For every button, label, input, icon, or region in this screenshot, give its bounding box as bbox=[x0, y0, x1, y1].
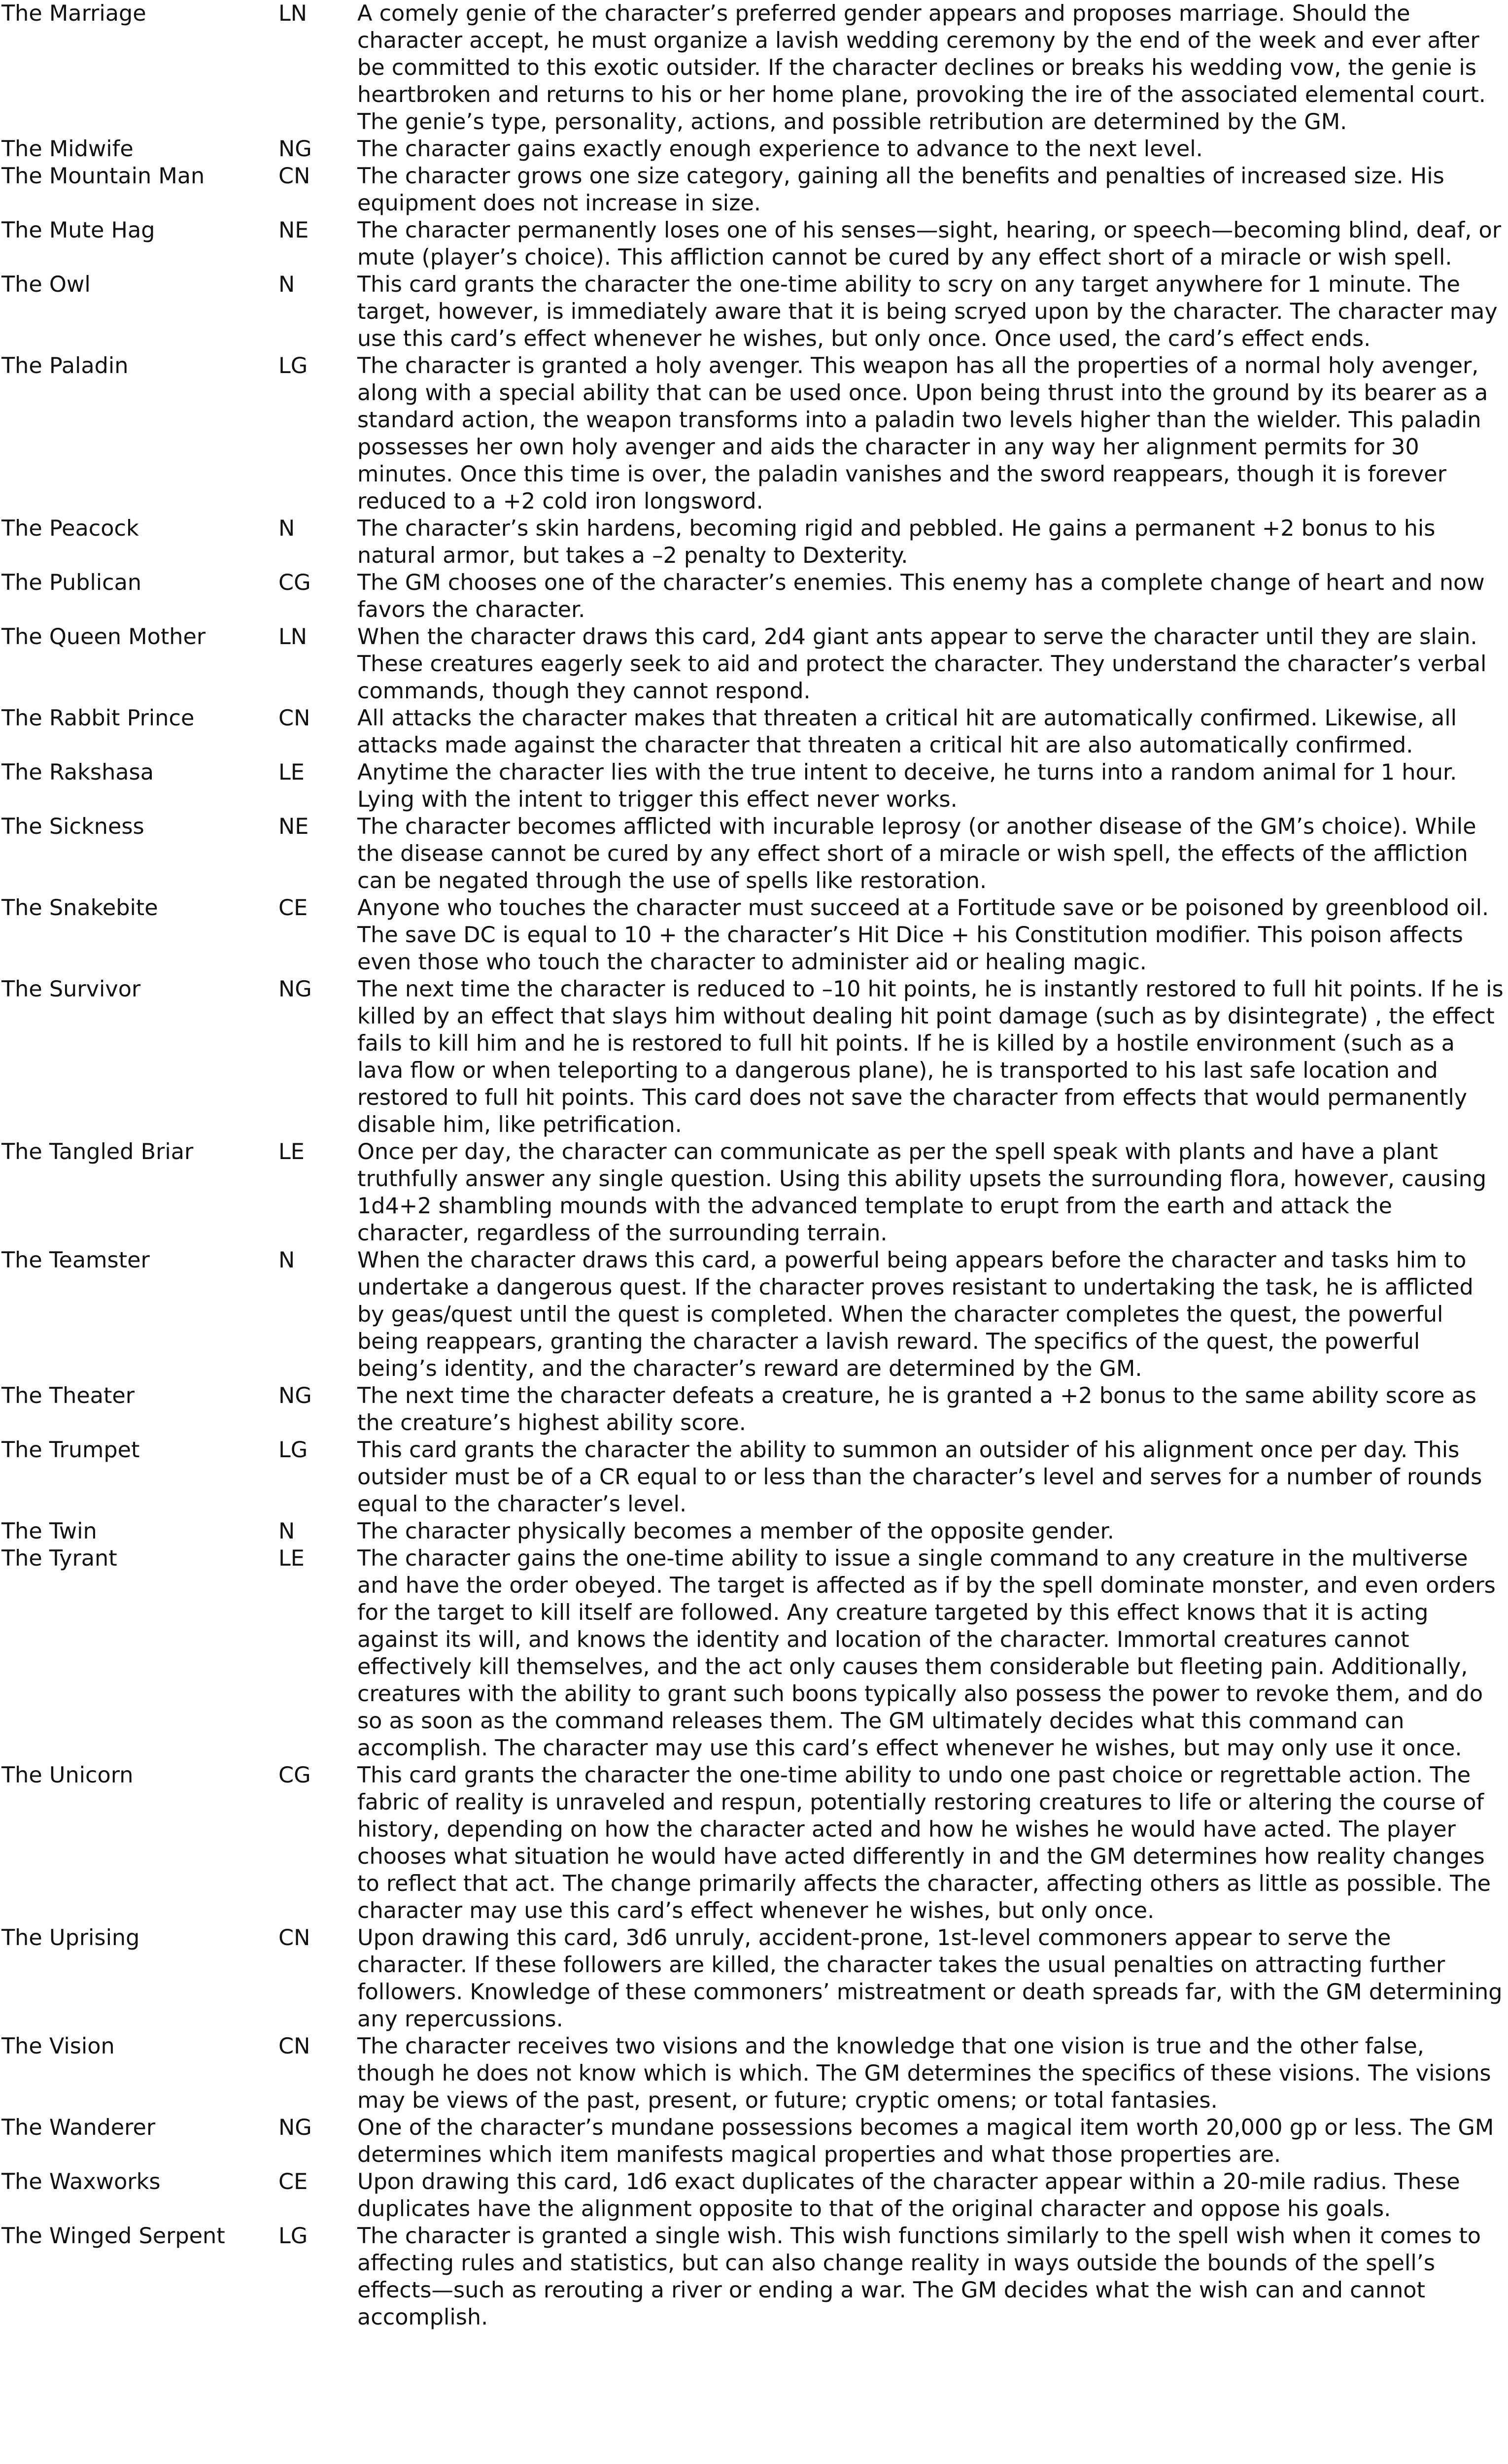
card-alignment: CG bbox=[278, 1763, 311, 1788]
table-row bbox=[0, 1382, 1508, 1437]
table-row bbox=[0, 1437, 1508, 1518]
card-alignment: LN bbox=[278, 1, 308, 26]
card-name: The Marriage bbox=[1, 1, 146, 26]
card-alignment: CN bbox=[278, 1925, 310, 1951]
table-row bbox=[0, 0, 1508, 136]
card-alignment: N bbox=[278, 516, 295, 541]
card-name: The Winged Serpent bbox=[1, 2224, 225, 2249]
card-alignment: CN bbox=[278, 706, 310, 731]
card-name: The Rakshasa bbox=[1, 760, 154, 785]
table-row bbox=[0, 2033, 1508, 2114]
card-alignment: CE bbox=[278, 895, 308, 921]
card-alignment: LN bbox=[278, 624, 308, 650]
card-name: The Queen Mother bbox=[1, 624, 206, 650]
card-alignment: LE bbox=[278, 760, 305, 785]
card-name: The Publican bbox=[1, 570, 142, 595]
card-name: The Paladin bbox=[1, 353, 129, 378]
table-row bbox=[0, 1138, 1508, 1247]
table-row bbox=[0, 136, 1508, 163]
card-alignment: N bbox=[278, 1519, 295, 1544]
table-row bbox=[0, 705, 1508, 759]
card-effect: This card grants the character the one-time ability to undo one past choice or regrettable action. The fabric of reality is unraveled and respun, potentially restoring creatures to life or altering the course of history, depending on how the character acted and how he wishes he would have acted. The player chooses what situation he would have acted differently in and the GM determines how reality changes to reflect that act. The change primarily affects the character, affecting others as little as possible. The character may use this card’s effect whenever he wishes, but only once. bbox=[357, 1763, 1491, 1923]
card-alignment: LE bbox=[278, 1546, 305, 1571]
card-alignment: NE bbox=[278, 814, 309, 839]
card-name: The Mountain Man bbox=[1, 164, 205, 189]
card-name: The Sickness bbox=[1, 814, 144, 839]
table-row bbox=[0, 1762, 1508, 1924]
table-row bbox=[0, 1247, 1508, 1382]
card-effect: The next time the character defeats a creature, he is granted a +2 bonus to the same ability score as the creature’s highest ability score. bbox=[357, 1383, 1476, 1436]
card-effect: This card grants the character the ability to summon an outsider of his alignment once per day. This outsider must be of a CR equal to or less than the character’s level and serves for a number of rounds equal to the character’s level. bbox=[357, 1437, 1482, 1517]
card-alignment: N bbox=[278, 1248, 295, 1273]
card-name: The Tangled Briar bbox=[1, 1139, 194, 1164]
card-alignment: LG bbox=[278, 353, 308, 378]
card-effect: The character’s skin hardens, becoming rigid and pebbled. He gains a permanent +2 bonus to his natural armor, but takes a –2 penalty to Dexterity. bbox=[357, 516, 1436, 568]
card-effect: This card grants the character the one-time ability to scry on any target anywhere for 1 minute. The target, however, is immediately aware that it is being scryed upon by the character. The character may use this card’s effect whenever he wishes, but only once. Once used, the card’s effect ends. bbox=[357, 272, 1498, 351]
card-alignment: NG bbox=[278, 2115, 312, 2140]
table-row bbox=[0, 813, 1508, 894]
card-alignment: NG bbox=[278, 977, 312, 1002]
card-alignment: N bbox=[278, 272, 295, 297]
card-effect: Upon drawing this card, 3d6 unruly, accident-prone, 1st-level commoners appear to serve the character. If these followers are killed, the character takes the usual penalties on attracting further followers. Knowledge of these commoners’ mistreatment or death spreads far, with the GM determining any repercussions. bbox=[357, 1925, 1503, 2032]
table-row bbox=[0, 271, 1508, 352]
card-effect: When the character draws this card, 2d4 giant ants appear to serve the character until they are slain. These creatures eagerly seek to aid and protect the character. They understand the character’s verbal commands, though they cannot respond. bbox=[357, 624, 1487, 704]
card-effect: The character is granted a single wish. This wish functions similarly to the spell wish when it comes to affecting rules and statistics, but can also change reality in ways outside the bounds of the spell’s effects—such as rerouting a river or ending a war. The GM decides what the wish can and cannot accomplish. bbox=[357, 2224, 1481, 2330]
table-row bbox=[0, 515, 1508, 569]
card-effect: The character gains the one-time ability to issue a single command to any creature in the multiverse and have the order obeyed. The target is affected as if by the spell dominate monster, and even orders for the target to kill itself are followed. Any creature targeted by this effect knows that it is acting against its will, and knows the identity and location of the character. Immortal creatures cannot effectively kill themselves, and the act only causes them considerable but fleeting pain. Additionally, creatures with the ability to grant such boons typically also possess the power to revoke them, and do so as soon as the command releases them. The GM ultimately decides what this command can accomplish. The character may use this card’s effect whenever he wishes, but may only use it once. bbox=[357, 1546, 1496, 1761]
table-row bbox=[0, 1924, 1508, 2033]
card-name: The Snakebite bbox=[1, 895, 158, 921]
card-alignment: CG bbox=[278, 570, 311, 595]
card-effect: Upon drawing this card, 1d6 exact duplicates of the character appear within a 20-mile radius. These duplicates have the alignment opposite to that of the original character and oppose his goals. bbox=[357, 2169, 1460, 2222]
card-name: The Tyrant bbox=[1, 1546, 117, 1571]
card-alignment: LG bbox=[278, 2224, 308, 2249]
table-row bbox=[0, 217, 1508, 271]
card-name: The Owl bbox=[1, 272, 91, 297]
card-name: The Survivor bbox=[1, 977, 141, 1002]
table-row bbox=[0, 2223, 1508, 2331]
table-row bbox=[0, 894, 1508, 976]
table-row bbox=[0, 163, 1508, 217]
card-alignment: NG bbox=[278, 1383, 312, 1408]
card-name: The Mute Hag bbox=[1, 218, 155, 243]
card-effect: One of the character’s mundane possessions becomes a magical item worth 20,000 gp or less. The GM determines which item manifests magical properties and what those properties are. bbox=[357, 2115, 1494, 2167]
card-name: The Teamster bbox=[1, 1248, 150, 1273]
card-name: The Vision bbox=[1, 2034, 115, 2059]
card-alignment: CN bbox=[278, 2034, 310, 2059]
card-effect: The character becomes afflicted with incurable leprosy (or another disease of the GM’s choice). While the disease cannot be cured by any effect short of a miracle or wish spell, the effects of the affliction can be negated through the use of spells like restoration. bbox=[357, 814, 1476, 893]
card-name: The Wanderer bbox=[1, 2115, 156, 2140]
table-row bbox=[0, 976, 1508, 1138]
card-name: The Rabbit Prince bbox=[1, 706, 195, 731]
table-row bbox=[0, 1518, 1508, 1545]
card-effect: The character gains exactly enough experience to advance to the next level. bbox=[357, 137, 1203, 162]
card-alignment: NG bbox=[278, 137, 312, 162]
card-name: The Waxworks bbox=[1, 2169, 161, 2194]
card-effect: A comely genie of the character’s preferred gender appears and proposes marriage. Should the character accept, he must organize a lavish wedding ceremony by the end of the week and ever after be committed to this exotic outsider. If the character declines or breaks his wedding vow, the genie is heartbroken and returns to his or her home plane, provoking the ire of the associated elemental court. The genie’s type, personality, actions, and possible retribution are determined by the GM. bbox=[357, 1, 1486, 135]
table-row bbox=[0, 1545, 1508, 1762]
card-effect: All attacks the character makes that threaten a critical hit are automatically confirmed. Likewise, all attacks made against the character that threaten a critical hit are also automatically confirmed. bbox=[357, 706, 1457, 758]
card-effect: The character permanently loses one of his senses—sight, hearing, or speech—becoming blind, deaf, or mute (player’s choice). This affliction cannot be cured by any effect short of a miracle or wish spell. bbox=[357, 218, 1502, 270]
table-row bbox=[0, 2114, 1508, 2168]
card-effect: The character grows one size category, gaining all the benefits and penalties of increased size. His equipment does not increase in size. bbox=[357, 164, 1444, 216]
card-effect: Once per day, the character can communicate as per the spell speak with plants and have a plant truthfully answer any single question. Using this ability upsets the surrounding flora, however, causing 1d4+2 shambling mounds with the advanced template to erupt from the earth and attack the character, regardless of the surrounding terrain. bbox=[357, 1139, 1487, 1246]
card-alignment: NE bbox=[278, 218, 309, 243]
card-name: The Trumpet bbox=[1, 1437, 140, 1463]
card-alignment: CE bbox=[278, 2169, 308, 2194]
card-alignment: CN bbox=[278, 164, 310, 189]
card-name: The Midwife bbox=[1, 137, 134, 162]
table-row bbox=[0, 2168, 1508, 2223]
card-name: The Peacock bbox=[1, 516, 139, 541]
card-effect: The character physically becomes a member of the opposite gender. bbox=[357, 1519, 1114, 1544]
card-effect: The GM chooses one of the character’s enemies. This enemy has a complete change of heart and now favors the character. bbox=[357, 570, 1485, 622]
table-row bbox=[0, 569, 1508, 623]
card-alignment: LE bbox=[278, 1139, 305, 1164]
card-effect: The character is granted a holy avenger. This weapon has all the properties of a normal holy avenger, along with a special ability that can be used once. Upon being thrust into the ground by its bearer as a standard action, the weapon transforms into a paladin two levels higher than the wielder. This paladin possesses her own holy avenger and aids the character in any way her alignment permits for 30 minutes. Once this time is over, the paladin vanishes and the sword reappears, though it is forever reduced to a +2 cold iron longsword. bbox=[357, 353, 1488, 514]
card-name: The Theater bbox=[1, 1383, 135, 1408]
card-effect: Anytime the character lies with the true intent to deceive, he turns into a random animal for 1 hour. Lying with the intent to trigger this effect never works. bbox=[357, 760, 1457, 812]
table-row bbox=[0, 623, 1508, 705]
card-name: The Unicorn bbox=[1, 1763, 134, 1788]
card-effect: The character receives two visions and the knowledge that one vision is true and the other false, though he does not know which is which. The GM determines the specifics of these visions. The visions may be views of the past, present, or future; cryptic omens; or total fantasies. bbox=[357, 2034, 1491, 2113]
card-effect: The next time the character is reduced to –10 hit points, he is instantly restored to full hit points. If he is killed by an effect that slays him without dealing hit point damage (such as by disintegrate) , the effect fails to kill him and he is restored to full hit points. If he is killed by a hostile environment (such as a lava flow or when teleporting to a dangerous plane), he is transported to his last safe location and restored to full hit points. This card does not save the character from effects that would permanently disable him, like petrification. bbox=[357, 977, 1504, 1137]
table-row bbox=[0, 352, 1508, 515]
card-effect: Anyone who touches the character must succeed at a Fortitude save or be poisoned by greenblood oil. The save DC is equal to 10 + the character’s Hit Dice + his Constitution modifier. This poison affects even those who touch the character to administer aid or healing magic. bbox=[357, 895, 1489, 975]
card-effect: When the character draws this card, a powerful being appears before the character and tasks him to undertake a dangerous quest. If the character proves resistant to undertaking the task, he is afflicted by geas/quest until the quest is completed. When the character completes the quest, the powerful being reappears, granting the character a lavish reward. The specifics of the quest, the powerful being’s identity, and the character’s reward are determined by the GM. bbox=[357, 1248, 1474, 1381]
card-alignment: LG bbox=[278, 1437, 308, 1463]
card-name: The Twin bbox=[1, 1519, 97, 1544]
table-row bbox=[0, 759, 1508, 813]
card-name: The Uprising bbox=[1, 1925, 140, 1951]
